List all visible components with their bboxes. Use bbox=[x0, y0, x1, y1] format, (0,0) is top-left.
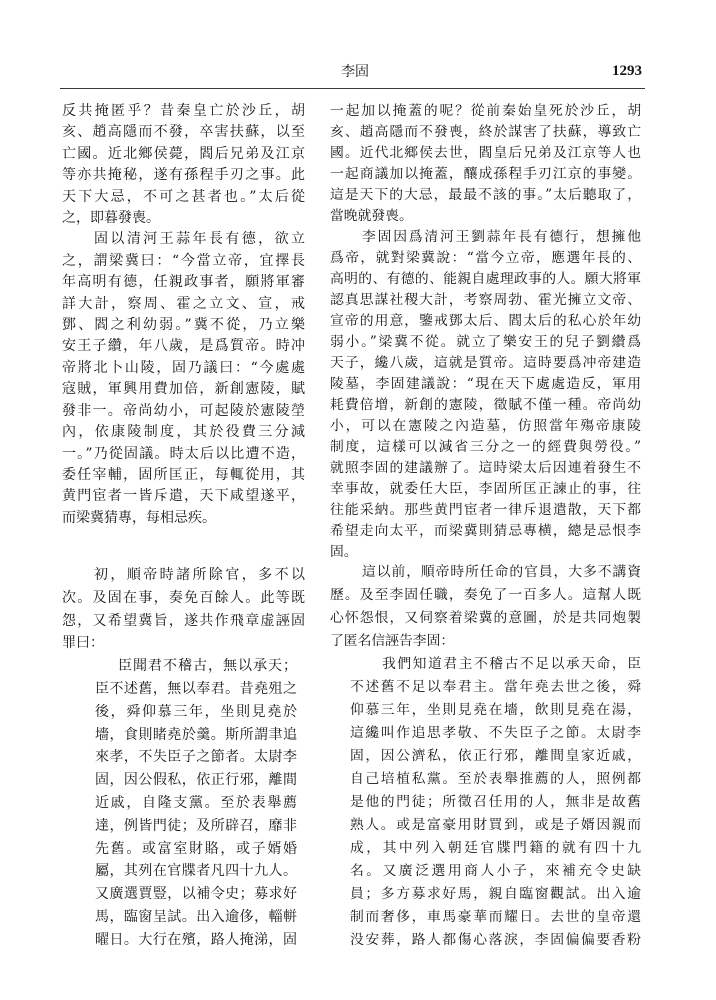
classical-text-line: 發非一。帝尚幼小，可起陵於憲陵塋 bbox=[62, 402, 305, 419]
translation-text-line: 小，可以在憲陵之內造墓，仿照當年殤帝康陵 bbox=[330, 418, 641, 434]
translation-quote-line: 熟人。或是富豪用財買到，或是子婿因親而 bbox=[350, 817, 641, 833]
classical-text-line: 次。及固在事，奏免百餘人。此等既 bbox=[62, 589, 305, 606]
translation-text-line: 往能采納。那些黄門宦者一律斥退遣散，天下都 bbox=[330, 502, 641, 518]
classical-text-line: 怨，又希望冀旨，遂共作飛章虚誣固 bbox=[62, 612, 305, 629]
classical-quote-line: 墻，食則睹堯於羹。斯所謂聿追 bbox=[95, 726, 297, 743]
classical-text-line: 黄門宦者一皆斥遣，天下咸望遂平， bbox=[62, 488, 305, 505]
translation-quote-line: 不述舊不足以奉君主。當年堯去世之後，舜 bbox=[350, 679, 641, 695]
translation-quote-line: 制而奢侈，車馬豪華而耀日。去世的皇帝還 bbox=[350, 909, 641, 925]
translation-text-line: 制度，這樣可以減省三分之一的經費與勞役。” bbox=[330, 439, 641, 455]
translation-text-line: 高明的、有德的、能親自處理政事的人。願大將軍 bbox=[330, 271, 641, 287]
translation-text-line: 一起商議加以掩蓋，釀成孫程手刃江京的事變。 bbox=[330, 166, 641, 182]
translation-quote-line: 固，因公濟私，依正行邪，離間皇家近戚， bbox=[350, 748, 641, 764]
classical-text-line: 安王子纘，年八歲，是爲質帝。時冲 bbox=[62, 338, 305, 355]
translation-text-line: 這以前，順帝時所任命的官員，大多不講資 bbox=[362, 564, 641, 580]
translation-text-line: 固。 bbox=[330, 544, 358, 560]
classical-quote-line: 馬，臨窗呈試。出入逾侈，輜軿 bbox=[95, 908, 297, 925]
classical-text-line: 反共掩匿乎？昔秦皇亡於沙丘，胡 bbox=[62, 103, 305, 119]
classical-paragraph-1 bbox=[62, 101, 305, 229]
classical-text-line: 初，順帝時諸所除官，多不以 bbox=[94, 567, 305, 583]
classical-quote-line: 近戚，自隆支黨。至於表舉薦 bbox=[95, 794, 297, 811]
translation-text-line: 國。近代北鄉侯去世，閻皇后兄弟及江京等人也 bbox=[330, 145, 641, 161]
classical-quote-line: 臣不述舊，無以奉君。昔堯殂之 bbox=[95, 680, 297, 697]
classical-block-quote bbox=[62, 655, 305, 951]
classical-text-line: 天下大忌，不可之甚者也。”太后從 bbox=[62, 188, 305, 205]
translation-quote-line: 没安葬，路人都傷心落淚，李固偏偏要香粉 bbox=[350, 932, 641, 948]
classical-text-line: 而梁冀猜專，每相忌疾。 bbox=[62, 509, 216, 526]
classical-quote-line: 來孝，不失臣子之節者。太尉李 bbox=[95, 749, 297, 766]
translation-quote-line: 自己培植私黨。至於表舉推薦的人，照例都 bbox=[350, 771, 641, 787]
translation-quote-line: 名。又廣泛選用商人小子，來補充令史缺 bbox=[350, 863, 641, 879]
translation-text-line: 幸事故，就委任大臣，李固所匡正諫止的事，往 bbox=[330, 481, 641, 497]
classical-text-line: 詳大計，察周、霍之立文、宣，戒 bbox=[62, 295, 305, 312]
classical-quote-line: 固，因公假私，依正行邪，離間 bbox=[95, 772, 297, 789]
classical-paragraph-2 bbox=[62, 229, 305, 529]
translation-paragraph-1 bbox=[330, 101, 641, 227]
translation-text-line: 一起加以掩蓋的呢？從前秦始皇死於沙丘，胡 bbox=[330, 103, 641, 119]
classical-text-line: 內，依康陵制度，其於役費三分減 bbox=[62, 424, 305, 441]
classical-text-line: 固以清河王蒜年長有德，欲立 bbox=[94, 231, 305, 248]
translation-text-line: 心怀怨恨，又伺察着梁冀的意圖，於是共同炮製 bbox=[330, 610, 641, 626]
translation-text-line: 這是天下的大忌，最最不該的事。”太后聽取了， bbox=[330, 187, 641, 203]
classical-quote-line: 後，舜仰慕三年，坐則見堯於 bbox=[95, 703, 297, 720]
translation-text-line: 耗費倍增，新創的憲陵，徵賦不僅一種。帝尚幼 bbox=[330, 397, 641, 413]
classical-text-column-upper bbox=[62, 101, 305, 529]
classical-text-line: 罪曰： bbox=[62, 635, 104, 652]
header-rule bbox=[60, 88, 645, 89]
classical-text-line: 帝將北卜山陵，固乃議曰：“今處處 bbox=[62, 359, 305, 376]
translation-text-line: 就照李固的建議辦了。這時梁太后因連着發生不 bbox=[330, 460, 641, 476]
classical-text-line: 等亦共掩秘，遂有孫程手刃之事。此 bbox=[62, 167, 305, 184]
translation-quote-line: 我們知道君主不稽古不足以承天命，臣 bbox=[382, 656, 641, 672]
translation-column-lower bbox=[330, 561, 641, 952]
translation-quote-line: 這纔叫作追思孝敬、不失臣子之節。太尉李 bbox=[350, 725, 641, 741]
translation-quote-line: 成，其中列入朝廷官牒門籍的就有四十九 bbox=[350, 840, 641, 856]
classical-text-line: 亥、趙高隱而不發，卒害扶蘇，以至 bbox=[62, 124, 305, 141]
translation-text-line: 天子，纔八歲，這就是質帝。這時要爲冲帝建造 bbox=[330, 355, 641, 371]
classical-quote-line: 屬，其列在官牒者凡四十九人。 bbox=[95, 863, 297, 880]
classical-quote-line: 又廣選賈豎，以補令史；募求好 bbox=[95, 886, 297, 903]
classical-quote-line: 達，例皆門徒；及所辟召，靡非 bbox=[95, 817, 297, 834]
translation-block-quote bbox=[330, 653, 641, 952]
translation-quote-line: 是他的門徒；所徵召任用的人，無非是故舊 bbox=[350, 794, 641, 810]
classical-text-line: 委任宰輔，固所匡正，每輒從用，其 bbox=[62, 466, 305, 483]
classical-quote-line: 臣聞君不稽古，無以承天； bbox=[118, 658, 297, 675]
classical-text-line: 年高明有德，任親政事者，願將軍審 bbox=[62, 274, 305, 291]
classical-text-line: 一。”乃從固議。時太后以比遭不造， bbox=[62, 445, 305, 462]
translation-column-upper bbox=[330, 101, 641, 563]
translation-paragraph-3 bbox=[330, 561, 641, 653]
translation-text-line: 爲帝，就對梁冀說：“當今立帝，應選年長的、 bbox=[330, 250, 641, 266]
translation-quote-line: 仰慕三年，坐則見堯在墻，飲則見堯在湯， bbox=[350, 702, 641, 718]
translation-quote-line: 員；多方募求好馬，親自臨窗觀試。出入逾 bbox=[350, 886, 641, 902]
translation-text-line: 歷。及至李固任職，奏免了一百多人。這幫人既 bbox=[330, 587, 641, 603]
classical-paragraph-3 bbox=[62, 564, 305, 655]
translation-text-line: 亥、趙高隱而不發喪，終於謀害了扶蘇，導致亡 bbox=[330, 124, 641, 140]
classical-quote-line: 曜日。大行在殯，路人掩涕，固 bbox=[95, 931, 297, 948]
classical-text-line: 亡國。近北鄉侯薨，閻后兄弟及江京 bbox=[62, 145, 305, 162]
translation-text-line: 希望走向太平，而梁冀則猜忌專横，總是忌恨李 bbox=[330, 523, 641, 539]
translation-text-line: 宣帝的用意，鑒戒鄧太后、閻太后的私心於年幼 bbox=[330, 313, 641, 329]
classical-text-line: 鄧、閻之利幼弱。”冀不從，乃立樂 bbox=[62, 317, 305, 334]
translation-text-line: 陵墓，李固建議說：“現在天下處處造反，軍用 bbox=[330, 376, 641, 392]
classical-text-line: 之，謂梁冀曰：“今當立帝，宜擇長 bbox=[62, 252, 305, 269]
classical-quote-line: 先舊。或富室財賂，或子婿婚 bbox=[95, 840, 297, 857]
running-title: 李固 bbox=[341, 64, 369, 80]
classical-text-column-lower bbox=[62, 564, 305, 952]
translation-text-line: 了匿名信誣告李固： bbox=[330, 633, 455, 649]
translation-text-line: 當晚就發喪。 bbox=[330, 208, 413, 224]
translation-text-line: 李固因爲清河王劉蒜年長有德行，想擁他 bbox=[362, 229, 641, 245]
classical-text-line: 之，即暮發喪。 bbox=[62, 210, 160, 227]
page-number: 1293 bbox=[612, 63, 642, 79]
translation-paragraph-2 bbox=[330, 227, 641, 563]
translation-text-line: 弱小。”梁冀不從。就立了樂安王的兒子劉纘爲 bbox=[330, 334, 641, 350]
classical-text-line: 寇賊，軍興用費加倍，新創憲陵，賦 bbox=[62, 381, 305, 398]
translation-text-line: 認真思謀社稷大計，考察周勃、霍光擁立文帝、 bbox=[330, 292, 641, 308]
